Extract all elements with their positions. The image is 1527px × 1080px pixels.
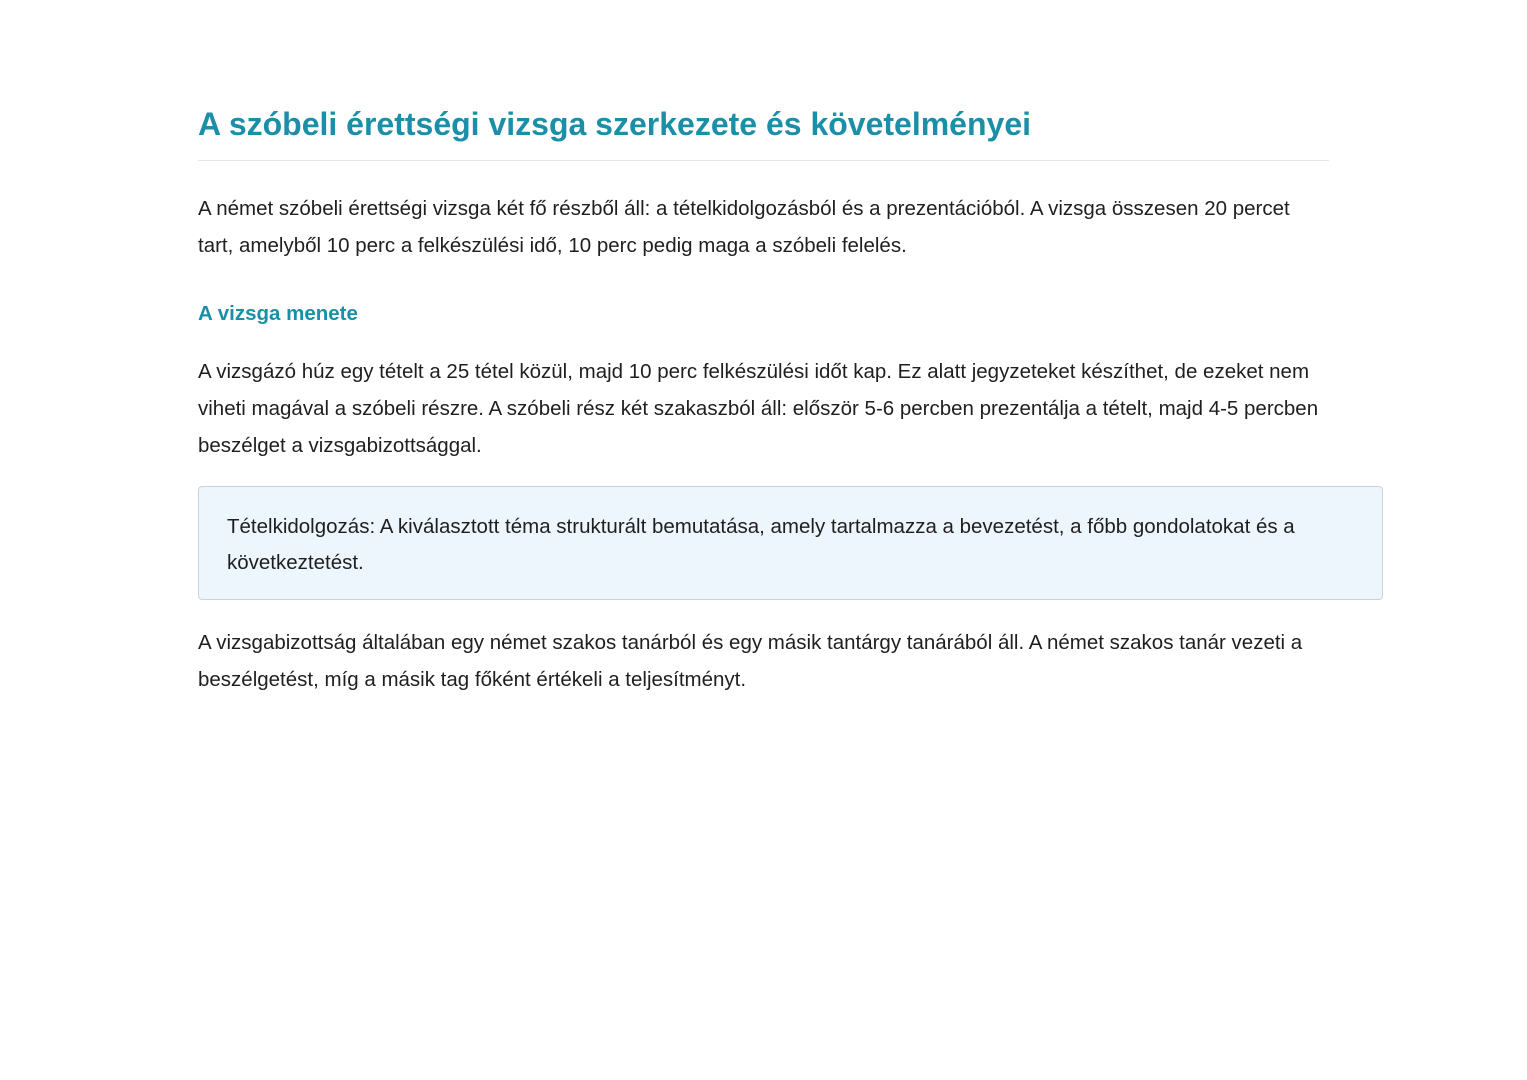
closing-paragraph: A vizsgabizottság általában egy német szakos tanárból és egy másik tantárgy tanárából áll. A német szakos tanár vezeti a beszélgetést, míg a másik tag főként értékeli a teljesítményt. — [198, 631, 1303, 691]
info-callout — [198, 486, 1383, 600]
page-title: A szóbeli érettségi vizsga szerkezete és követelményei — [198, 106, 1031, 142]
title-divider — [198, 160, 1329, 161]
section-heading: A vizsga menete — [198, 302, 358, 325]
intro-paragraph: A német szóbeli érettségi vizsga két fő részből áll: a tételkidolgozásból és a prezentációból. A vizsga összesen 20 percet tart, amelyből 10 perc a felkészülési idő, 10 perc pedig maga a szóbeli felelés. — [198, 197, 1290, 257]
section-paragraph: A vizsgázó húz egy tételt a 25 tétel közül, majd 10 perc felkészülési időt kap. Ez alatt jegyzeteket készíthet, de ezeket nem viheti magával a szóbeli részre. A szóbeli rész két szakaszból áll: először 5-6 percben prezentálja a tételt, majd 4-5 percben beszélget a vizsgabizottsággal. — [198, 360, 1319, 457]
callout-text: Tételkidolgozás: A kiválasztott téma strukturált bemutatása, amely tartalmazza a bevezetést, a főbb gondolatokat és a következtetést. — [227, 515, 1295, 574]
